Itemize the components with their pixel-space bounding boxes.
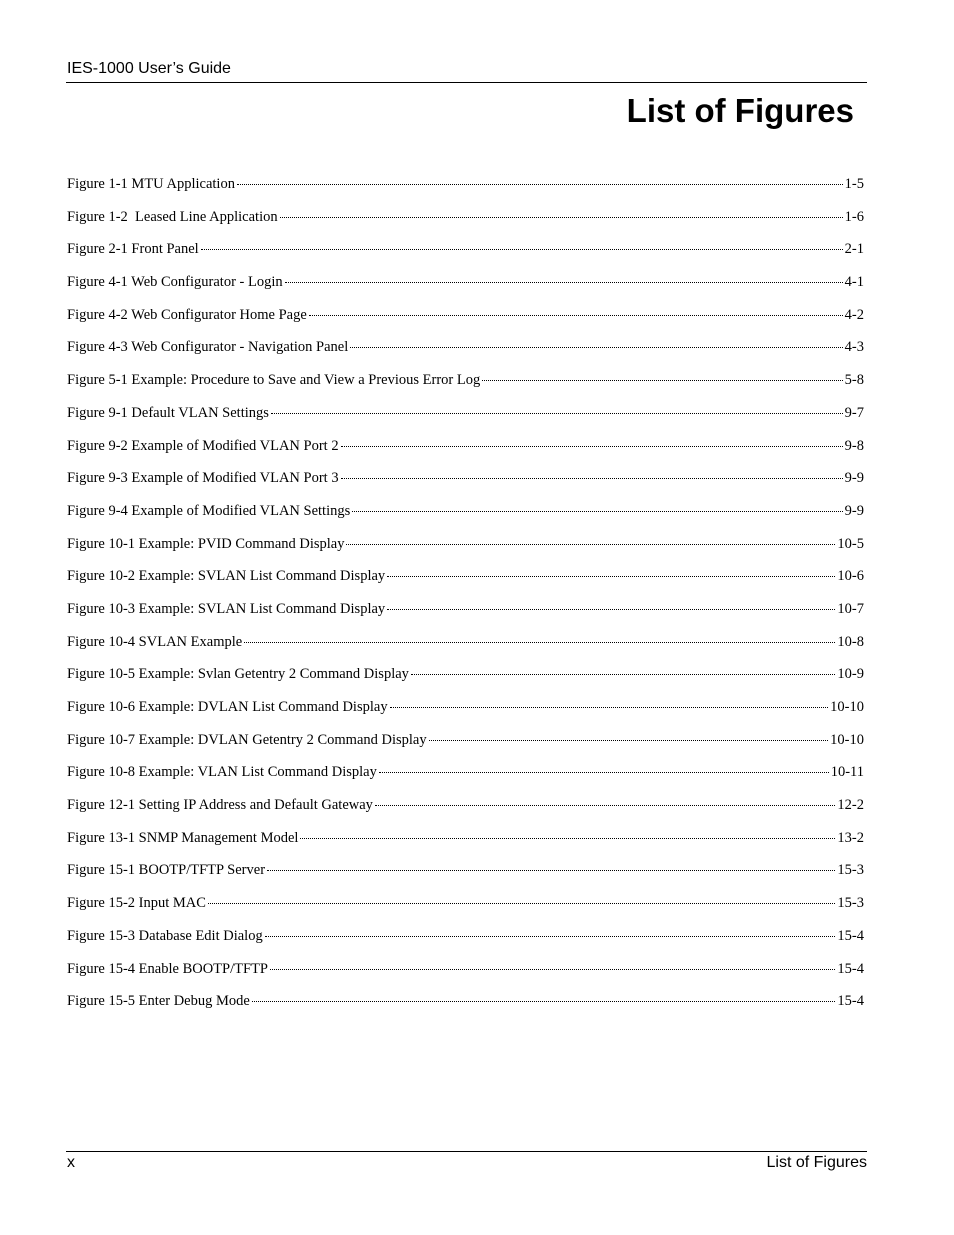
dot-leader bbox=[237, 184, 843, 185]
footer-section: List of Figures bbox=[766, 1154, 867, 1171]
figure-entry-page: 15-4 bbox=[837, 927, 864, 944]
dot-leader bbox=[285, 282, 843, 283]
figure-entry[interactable] bbox=[67, 468, 864, 501]
figure-entry-page: 15-3 bbox=[837, 862, 864, 879]
figure-entry-page: 10-10 bbox=[830, 699, 864, 715]
figure-entry-label: Figure 1-2 Leased Line Application bbox=[67, 208, 278, 225]
figure-entry[interactable] bbox=[67, 305, 864, 338]
figure-entry[interactable] bbox=[67, 534, 864, 567]
figure-entry-page: 10-11 bbox=[830, 764, 864, 781]
figure-entry-page: 2-1 bbox=[844, 241, 864, 258]
figure-entry-label: Figure 12-1 Setting IP Address and Default Gateway bbox=[67, 797, 373, 814]
figure-entry[interactable] bbox=[67, 370, 864, 403]
figure-entry-page: 10-6 bbox=[837, 568, 864, 585]
figure-entry-page: 5-8 bbox=[844, 372, 864, 389]
figure-entry-label: Figure 1-1 MTU Application bbox=[67, 176, 235, 192]
dot-leader bbox=[300, 838, 835, 839]
header-rule bbox=[66, 82, 867, 83]
dot-leader bbox=[252, 1001, 836, 1002]
dot-leader bbox=[375, 805, 835, 806]
dot-leader bbox=[309, 315, 843, 316]
figure-entry-label: Figure 15-5 Enter Debug Mode bbox=[67, 993, 250, 1010]
figure-entry[interactable] bbox=[67, 730, 864, 763]
figure-entry[interactable] bbox=[67, 566, 864, 599]
dot-leader bbox=[429, 740, 829, 741]
dot-leader bbox=[346, 544, 835, 545]
figure-entry-page: 10-9 bbox=[837, 666, 864, 683]
figure-entry-label: Figure 2-1 Front Panel bbox=[67, 241, 199, 258]
running-header: IES-1000 User’s Guide bbox=[67, 60, 231, 77]
dot-leader bbox=[280, 217, 843, 218]
dot-leader bbox=[244, 642, 835, 643]
figure-entry-label: Figure 9-3 Example of Modified VLAN Port 3 bbox=[67, 470, 339, 487]
page-title: List of Figures bbox=[626, 92, 854, 129]
dot-leader bbox=[350, 347, 842, 348]
figure-entry-label: Figure 10-5 Example: Svlan Getentry 2 Command Display bbox=[67, 666, 409, 683]
figure-entry[interactable] bbox=[67, 795, 864, 828]
dot-leader bbox=[267, 870, 835, 871]
figure-entry-label: Figure 4-1 Web Configurator - Login bbox=[67, 274, 283, 291]
figure-entry-label: Figure 9-2 Example of Modified VLAN Port 2 bbox=[67, 437, 339, 454]
figure-entry[interactable] bbox=[67, 828, 864, 861]
figure-entry[interactable] bbox=[67, 207, 864, 240]
figure-entry-page: 1-6 bbox=[844, 208, 864, 225]
figure-entry[interactable] bbox=[67, 959, 864, 992]
figure-entry-label: Figure 10-6 Example: DVLAN List Command Display bbox=[67, 699, 388, 715]
figure-entry[interactable] bbox=[67, 926, 864, 959]
figure-entry[interactable] bbox=[67, 632, 864, 665]
figure-entry-label: Figure 9-1 Default VLAN Settings bbox=[67, 404, 269, 421]
figure-entry-label: Figure 9-4 Example of Modified VLAN Settings bbox=[67, 502, 351, 519]
figure-entry-label: Figure 15-2 Input MAC bbox=[67, 895, 206, 912]
figure-entry[interactable] bbox=[67, 991, 864, 1024]
figure-entry-label: Figure 10-3 Example: SVLAN List Command Display bbox=[67, 600, 386, 617]
figure-entry[interactable] bbox=[67, 272, 864, 305]
figure-entry-label: Figure 10-4 SVLAN Example bbox=[67, 633, 243, 650]
figure-entry-page: 4-2 bbox=[844, 306, 864, 323]
figure-entry-page: 15-4 bbox=[837, 993, 864, 1010]
figure-entry-label: Figure 10-2 Example: SVLAN List Command Display bbox=[67, 568, 386, 585]
figure-entry[interactable] bbox=[67, 762, 864, 795]
figure-entry-label: Figure 4-3 Web Configurator - Navigation Panel bbox=[67, 339, 349, 356]
dot-leader bbox=[390, 707, 829, 708]
dot-leader bbox=[387, 609, 835, 610]
figure-entry-label: Figure 10-7 Example: DVLAN Getentry 2 Command Display bbox=[67, 731, 427, 748]
figure-entry-page: 9-8 bbox=[844, 437, 864, 454]
dot-leader bbox=[341, 446, 843, 447]
figure-entry-page: 4-3 bbox=[844, 339, 864, 356]
figure-entry[interactable] bbox=[67, 860, 864, 893]
footer-rule bbox=[66, 1151, 867, 1152]
figure-entry-label: Figure 10-8 Example: VLAN List Command Display bbox=[67, 764, 377, 781]
figure-list bbox=[67, 174, 864, 1024]
dot-leader bbox=[387, 576, 835, 577]
dot-leader bbox=[482, 380, 842, 381]
figure-entry-label: Figure 4-2 Web Configurator Home Page bbox=[67, 306, 307, 323]
figure-entry-page: 10-7 bbox=[837, 600, 864, 617]
figure-entry-page: 9-9 bbox=[844, 470, 864, 487]
dot-leader bbox=[341, 478, 843, 479]
figure-entry-page: 9-9 bbox=[844, 502, 864, 519]
figure-entry-page: 13-2 bbox=[837, 829, 864, 846]
figure-entry-page: 15-4 bbox=[837, 960, 864, 977]
footer-page-number: x bbox=[67, 1154, 75, 1171]
figure-entry-label: Figure 15-3 Database Edit Dialog bbox=[67, 927, 263, 944]
dot-leader bbox=[270, 969, 835, 970]
figure-entry-label: Figure 15-1 BOOTP/TFTP Server bbox=[67, 862, 266, 879]
figure-entry-label: Figure 15-4 Enable BOOTP/TFTP bbox=[67, 960, 268, 977]
figure-entry-label: Figure 13-1 SNMP Management Model bbox=[67, 829, 299, 846]
figure-entry-page: 10-8 bbox=[837, 633, 864, 650]
figure-entry-page: 12-2 bbox=[837, 797, 864, 814]
figure-entry[interactable] bbox=[67, 337, 864, 370]
figure-entry[interactable] bbox=[67, 664, 864, 697]
dot-leader bbox=[271, 413, 843, 414]
figure-entry-page: 1-5 bbox=[844, 176, 864, 192]
figure-entry-page: 9-7 bbox=[844, 404, 864, 421]
figure-entry-label: Figure 10-1 Example: PVID Command Display bbox=[67, 535, 345, 552]
figure-entry-page: 10-5 bbox=[837, 535, 864, 552]
figure-entry[interactable] bbox=[67, 501, 864, 534]
figure-entry[interactable] bbox=[67, 697, 864, 730]
dot-leader bbox=[379, 772, 829, 773]
figure-entry[interactable] bbox=[67, 239, 864, 272]
figure-entry[interactable] bbox=[67, 403, 864, 436]
figure-entry[interactable] bbox=[67, 436, 864, 469]
dot-leader bbox=[208, 903, 835, 904]
figure-entry-page: 10-10 bbox=[830, 731, 864, 748]
figure-entry[interactable] bbox=[67, 893, 864, 926]
dot-leader bbox=[411, 674, 836, 675]
figure-entry-label: Figure 5-1 Example: Procedure to Save and View a Previous Error Log bbox=[67, 372, 481, 389]
figure-entry-page: 15-3 bbox=[837, 895, 864, 912]
figure-entry-page: 4-1 bbox=[844, 274, 864, 291]
figure-entry[interactable] bbox=[67, 599, 864, 632]
dot-leader bbox=[265, 936, 836, 937]
figure-entry[interactable] bbox=[67, 174, 864, 207]
dot-leader bbox=[201, 249, 843, 250]
dot-leader bbox=[352, 511, 842, 512]
